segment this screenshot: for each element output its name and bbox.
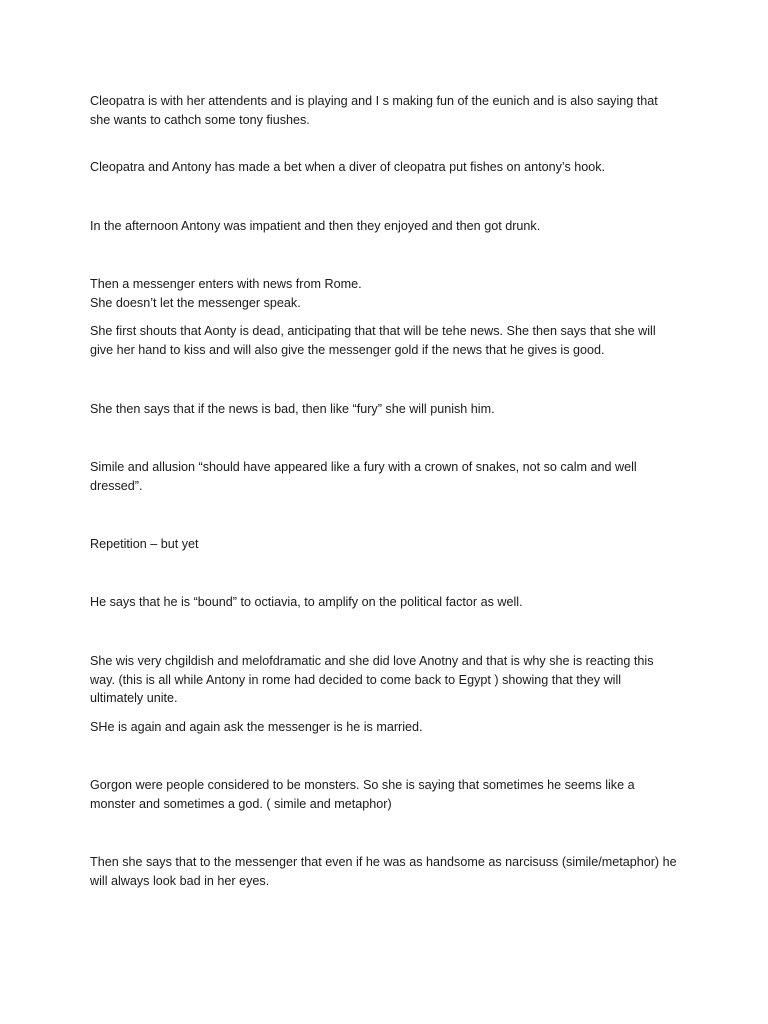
text-line: Repetition – but yet <box>90 537 199 551</box>
text-line: Then she says that to the messenger that even if he was as handsome as narcisuss (simile/metaphor) he <box>90 855 677 869</box>
text-line: Then a messenger enters with news from Rome. <box>90 277 362 291</box>
text-line: she wants to cathch some tony fiushes. <box>90 112 310 127</box>
text-line: She doesn’t let the messenger speak. <box>90 295 301 310</box>
text-line: She wis very chgildish and melofdramatic and she did love Anotny and that is why she is reacting this <box>90 654 654 668</box>
text-line: ultimately unite. <box>90 691 178 705</box>
text-line: give her hand to kiss and will also give the messenger gold if the news that he gives is good. <box>90 342 605 357</box>
text-line: Cleopatra is with her attendents and is playing and I s making fun of the eunich and is also saying that <box>90 94 658 108</box>
paragraph-gorgon <box>90 776 680 813</box>
text-line: He says that he is “bound” to octiavia, to amplify on the political factor as well. <box>90 595 523 609</box>
paragraph-childish <box>90 652 680 708</box>
text-line: Cleopatra and Antony has made a bet when a diver of cleopatra put fishes on antony’s hook. <box>90 160 606 174</box>
paragraph-bound-octavia <box>90 593 680 612</box>
paragraph-messenger-enters <box>90 275 680 312</box>
paragraph-cleopatra-attendants <box>90 92 680 129</box>
text-line: way. (this is all while Antony in rome had decided to come back to Egypt ) showing that they will <box>90 672 622 687</box>
paragraph-married <box>90 718 680 737</box>
text-line: monster and sometimes a god. ( simile and metaphor) <box>90 796 392 811</box>
text-line: SHe is again and again ask the messenger is he is married. <box>90 720 423 734</box>
text-line: will always look bad in her eyes. <box>90 873 270 888</box>
text-line: Simile and allusion “should have appeared like a fury with a crown of snakes, not so calm and well <box>90 460 637 474</box>
text-line: In the afternoon Antony was impatient and then they enjoyed and then got drunk. <box>90 219 541 233</box>
paragraph-afternoon <box>90 217 680 236</box>
paragraph-simile-allusion <box>90 458 680 495</box>
paragraph-bet <box>90 158 680 177</box>
text-line: Gorgon were people considered to be monsters. So she is saying that sometimes he seems like a <box>90 778 635 792</box>
paragraph-first-shouts <box>90 322 680 359</box>
text-line: dressed”. <box>90 478 143 493</box>
paragraph-repetition <box>90 535 680 554</box>
paragraph-news-bad <box>90 400 680 419</box>
paragraph-narcissus <box>90 853 680 890</box>
text-line: She then says that if the news is bad, then like “fury” she will punish him. <box>90 402 495 416</box>
text-line: She first shouts that Aonty is dead, anticipating that that will be tehe news. She then says that she will <box>90 324 656 338</box>
